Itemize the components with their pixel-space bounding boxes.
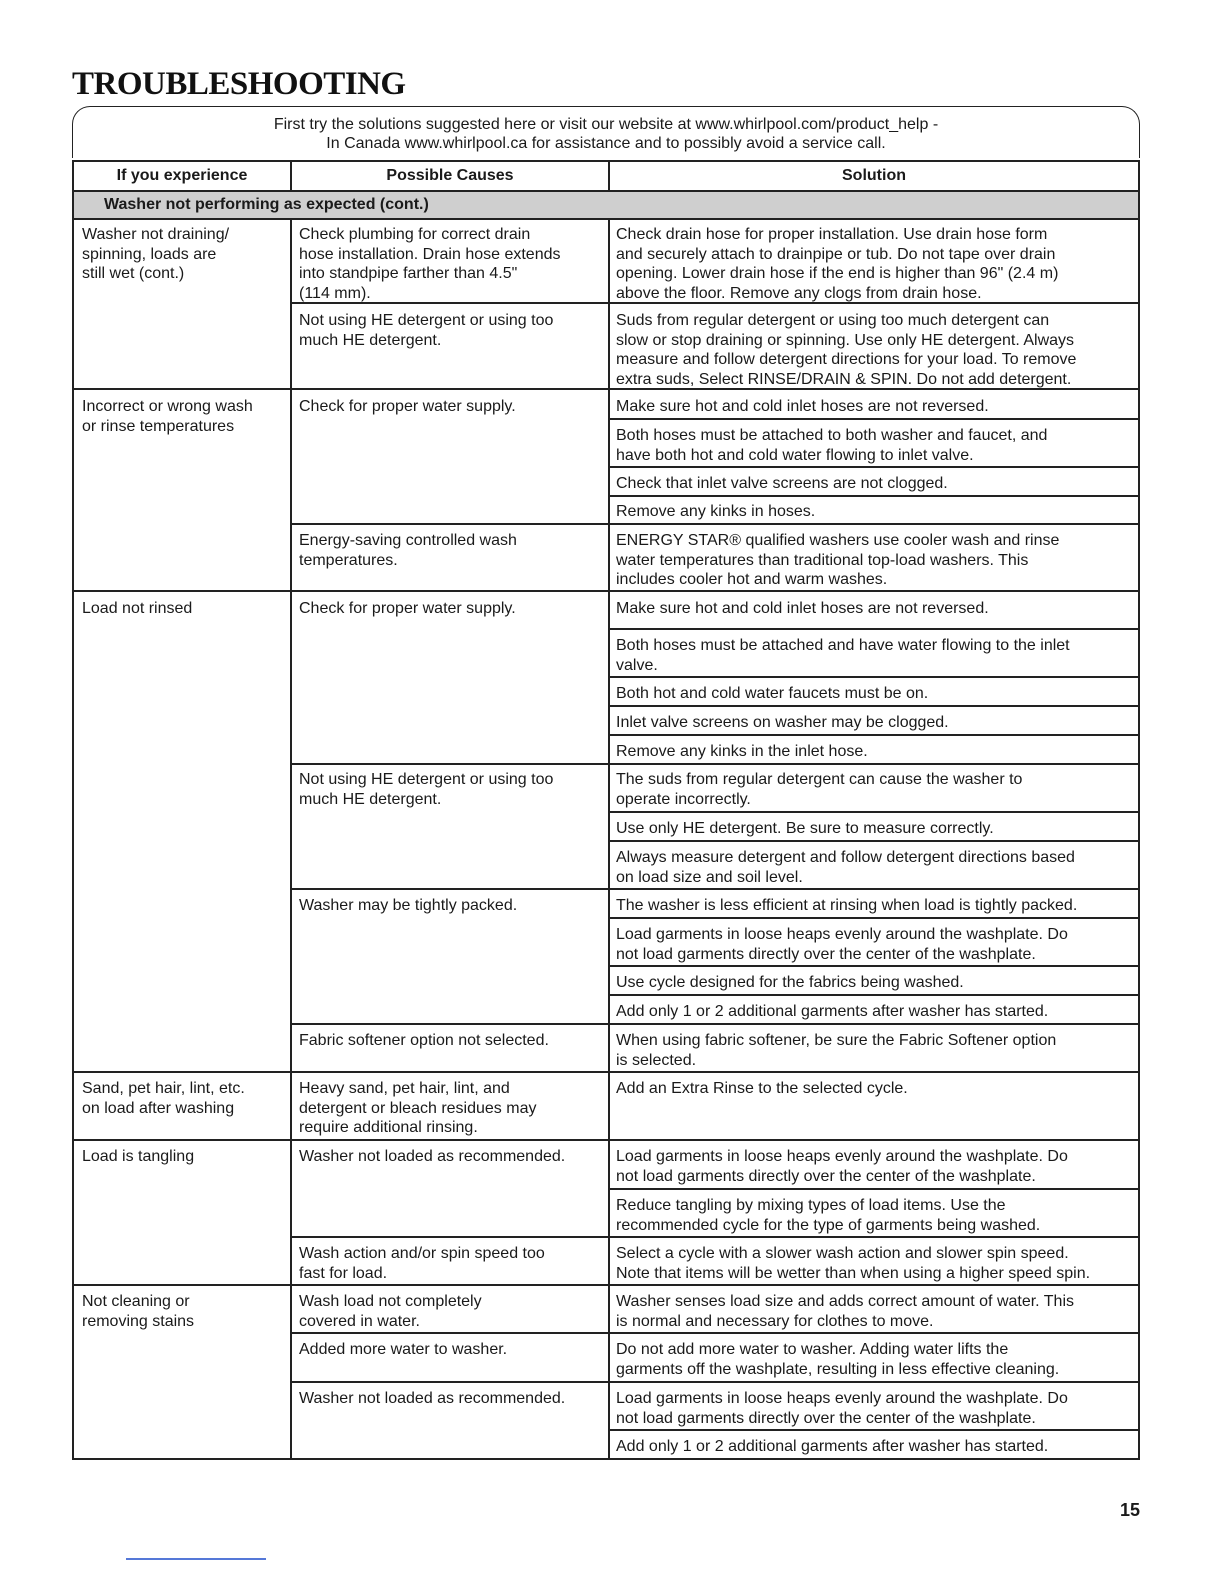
divider	[610, 965, 1138, 967]
solution-cell: Inlet valve screens on washer may be clogged.	[616, 714, 949, 731]
cause-cell: Fabric softener option not selected.	[299, 1032, 549, 1049]
divider	[610, 734, 1138, 736]
solution-cell: Add only 1 or 2 additional garments after washer has started.	[616, 1003, 1049, 1020]
cause-cell: Washer may be tightly packed.	[299, 897, 518, 914]
divider	[74, 1071, 1138, 1073]
solution-cell: Both hoses must be attached to both washer and faucet, and have both hot and cold water flowing to inlet valve.	[616, 427, 1048, 464]
header-causes: Possible Causes	[386, 167, 514, 184]
solution-cell: Reduce tangling by mixing types of load items. Use the recommended cycle for the type of garments being washed.	[616, 1197, 1041, 1234]
divider	[610, 418, 1138, 420]
divider	[610, 628, 1138, 630]
cause-cell: Check plumbing for correct drain hose installation. Drain hose extends into standpipe farther than 4.5" (114 mm).	[299, 226, 561, 302]
divider	[290, 162, 292, 190]
divider	[292, 1381, 1138, 1383]
solution-cell: Load garments in loose heaps evenly around the washplate. Do not load garments directly over the center of the washplate.	[616, 1148, 1068, 1185]
solution-cell: Load garments in loose heaps evenly around the washplate. Do not load garments directly over the center of the washplate.	[616, 1390, 1068, 1427]
page-title: TROUBLESHOOTING	[72, 66, 406, 102]
solution-cell: Suds from regular detergent or using too much detergent can slow or stop draining or spinning. Use only HE detergent. Always measure and follow detergent directions for your load. To remove extra suds, Select RINSE/DRAIN & SPIN. Do not add detergent.	[616, 312, 1077, 388]
divider	[292, 1236, 1138, 1238]
cause-cell: Wash load not completely covered in water.	[299, 1293, 482, 1330]
header-experience: If you experience	[116, 167, 248, 184]
divider	[74, 218, 1138, 220]
divider	[610, 1188, 1138, 1190]
solution-cell: Add an Extra Rinse to the selected cycle.	[616, 1080, 908, 1097]
divider	[610, 917, 1138, 919]
experience-cell: Sand, pet hair, lint, etc. on load after washing	[82, 1080, 245, 1117]
divider	[610, 1429, 1138, 1431]
solution-cell: Select a cycle with a slower wash action and slower spin speed. Note that items will be wetter than when using a higher speed spin.	[616, 1245, 1091, 1282]
experience-cell: Washer not draining/ spinning, loads are still wet (cont.)	[82, 226, 230, 282]
header-solution: Solution	[842, 167, 906, 184]
cause-cell: Washer not loaded as recommended.	[299, 1390, 566, 1407]
intro-text	[72, 115, 1140, 153]
divider	[610, 705, 1138, 707]
cause-cell: Wash action and/or spin speed too fast for load.	[299, 1245, 545, 1282]
cause-cell: Not using HE detergent or using too much HE detergent.	[299, 771, 554, 808]
cause-cell: Check for proper water supply.	[299, 398, 516, 415]
divider	[290, 218, 292, 1458]
solution-cell: Both hot and cold water faucets must be on.	[616, 685, 929, 702]
experience-cell: Load is tangling	[82, 1148, 195, 1165]
experience-cell: Incorrect or wrong wash or rinse temperatures	[82, 398, 253, 435]
divider	[610, 994, 1138, 996]
solution-cell: Remove any kinks in the inlet hose.	[616, 743, 868, 760]
experience-cell: Not cleaning or removing stains	[82, 1293, 195, 1330]
divider	[74, 590, 1138, 592]
solution-cell: Remove any kinks in hoses.	[616, 503, 816, 520]
cause-cell: Washer not loaded as recommended.	[299, 1148, 566, 1165]
solution-cell: The suds from regular detergent can cause the washer to operate incorrectly.	[616, 771, 1023, 808]
divider	[292, 888, 1138, 890]
intro-line-2: In Canada www.whirlpool.ca for assistance and to possibly avoid a service call.	[326, 135, 886, 152]
experience-cell: Load not rinsed	[82, 600, 193, 617]
divider	[292, 1023, 1138, 1025]
divider	[74, 388, 1138, 390]
divider	[74, 1139, 1138, 1141]
solution-cell: The washer is less efficient at rinsing when load is tightly packed.	[616, 897, 1078, 914]
divider	[74, 1284, 1138, 1286]
solution-cell: Use cycle designed for the fabrics being washed.	[616, 974, 964, 991]
divider	[292, 763, 1138, 765]
cause-cell: Energy-saving controlled wash temperatures.	[299, 532, 517, 569]
divider	[292, 302, 1138, 304]
solution-cell: ENERGY STAR® qualified washers use cooler wash and rinse water temperatures than traditional top-load washers. This includes cooler hot and warm washes.	[616, 532, 1060, 588]
cause-cell: Heavy sand, pet hair, lint, and detergent or bleach residues may require additional rinsing.	[299, 1080, 537, 1136]
solution-cell: Make sure hot and cold inlet hoses are not reversed.	[616, 398, 989, 415]
troubleshooting-table	[72, 160, 1140, 1460]
divider	[610, 840, 1138, 842]
divider	[610, 811, 1138, 813]
solution-cell: Make sure hot and cold inlet hoses are not reversed.	[616, 600, 989, 617]
footer-rule	[126, 1558, 266, 1560]
solution-cell: Always measure detergent and follow detergent directions based on load size and soil level.	[616, 849, 1075, 886]
cause-cell: Check for proper water supply.	[299, 600, 516, 617]
divider	[610, 466, 1138, 468]
divider	[610, 676, 1138, 678]
solution-cell: When using fabric softener, be sure the Fabric Softener option is selected.	[616, 1032, 1057, 1069]
divider	[292, 523, 1138, 525]
solution-cell: Do not add more water to washer. Adding water lifts the garments off the washplate, resulting in less effective cleaning.	[616, 1341, 1060, 1378]
divider	[608, 162, 610, 190]
divider	[610, 495, 1138, 497]
section-banner: Washer not performing as expected (cont.)	[74, 192, 1138, 218]
solution-cell: Washer senses load size and adds correct amount of water. This is normal and necessary for clothes to move.	[616, 1293, 1075, 1330]
cause-cell: Added more water to washer.	[299, 1341, 508, 1358]
page-number: 15	[1120, 1500, 1141, 1520]
solution-cell: Check drain hose for proper installation. Use drain hose form and securely attach to drainpipe or tub. Do not tape over drain opening. Lower drain hose if the end is higher than 96" (2.4 m) above the floor. Remove any clogs from drain hose.	[616, 226, 1059, 302]
solution-cell: Add only 1 or 2 additional garments after washer has started.	[616, 1438, 1049, 1455]
divider	[292, 1332, 1138, 1334]
solution-cell: Load garments in loose heaps evenly around the washplate. Do not load garments directly over the center of the washplate.	[616, 926, 1068, 963]
intro-line-1: First try the solutions suggested here or visit our website at www.whirlpool.com/product_help -	[273, 116, 939, 133]
solution-cell: Both hoses must be attached and have water flowing to the inlet valve.	[616, 637, 1070, 674]
solution-cell: Check that inlet valve screens are not clogged.	[616, 475, 948, 492]
solution-cell: Use only HE detergent. Be sure to measure correctly.	[616, 820, 994, 837]
cause-cell: Not using HE detergent or using too much HE detergent.	[299, 312, 554, 349]
